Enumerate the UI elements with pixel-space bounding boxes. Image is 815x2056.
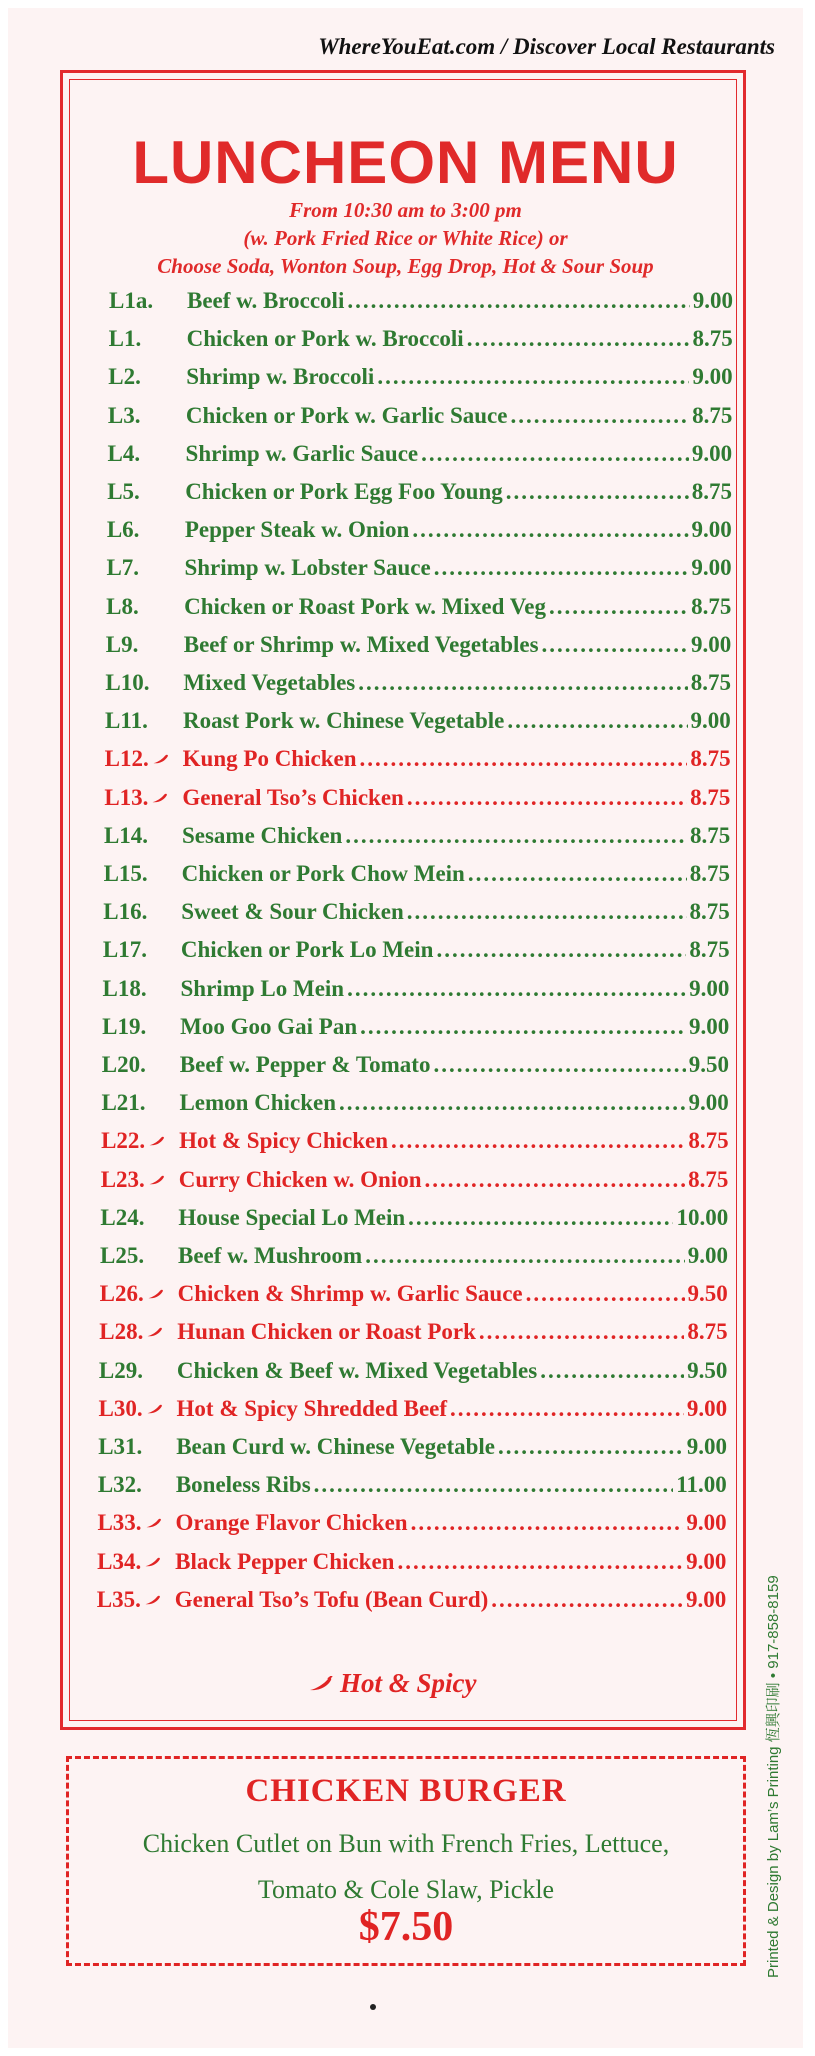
chili-pepper-icon: [147, 1289, 165, 1299]
menu-item-code: [107, 517, 185, 543]
menu-title: LUNCHEON MENU: [132, 129, 679, 196]
dot-leader: [365, 1243, 685, 1269]
menu-item-name: Black Pepper Chicken: [175, 1548, 395, 1574]
menu-item-code-text: L22.: [101, 1128, 146, 1154]
menu-item-price: 8.75: [688, 1128, 729, 1154]
menu-item: [100, 1243, 728, 1275]
chili-pepper-icon: [148, 1136, 166, 1146]
menu-item-code: [107, 479, 185, 505]
menu-item: [103, 899, 730, 931]
menu-item-code: [99, 1319, 177, 1345]
special-price: $7.50: [358, 1904, 454, 1950]
chili-pepper-icon: [145, 1518, 163, 1528]
menu-item-name: Beef w. Pepper & Tomato: [179, 1052, 431, 1077]
menu-item-price: 9.00: [690, 631, 732, 657]
dot-leader: [542, 632, 688, 658]
chili-pepper-icon: [146, 1327, 164, 1337]
menu-item-price: 8.75: [692, 402, 733, 428]
spicy-legend: [308, 1668, 477, 1699]
menu-page: [8, 8, 803, 2048]
menu-item-code-text: L28.: [99, 1319, 144, 1345]
dot-leader: [407, 899, 687, 925]
dot-leader: [450, 1396, 684, 1422]
dot-leader: [391, 1128, 685, 1154]
dot-leader: [425, 1167, 686, 1193]
menu-item-code-text: L18.: [102, 975, 147, 1001]
menu-item-name: Kung Po Chicken: [182, 746, 357, 772]
menu-item-code-text: L31.: [98, 1434, 143, 1459]
dot-leader: [345, 823, 687, 849]
menu-item-name: General Tso’s Chicken: [182, 784, 404, 810]
menu-item-name: Beef or Shrimp w. Mixed Vegetables: [183, 631, 539, 657]
menu-item-code: [102, 1014, 180, 1040]
menu-item-name: Chicken or Pork Egg Foo Young: [185, 479, 503, 504]
menu-item-name: Hot & Spicy Chicken: [179, 1128, 389, 1154]
menu-item-code-text: L2.: [108, 364, 141, 390]
menu-item-name: Lemon Chicken: [179, 1090, 336, 1116]
menu-item-code: [109, 288, 187, 314]
menu-item-code: [100, 1243, 178, 1269]
menu-item-price: 9.00: [690, 708, 731, 734]
chili-pepper-icon: [308, 1676, 334, 1692]
menu-item: [100, 1281, 728, 1313]
menu-item-price: 9.00: [686, 1548, 727, 1574]
menu-item: [102, 1052, 729, 1084]
menu-hours: From 10:30 am to 3:00 pm: [289, 198, 522, 222]
menu-item-name: Orange Flavor Chicken: [175, 1510, 408, 1536]
menu-item-code-text: L29.: [98, 1357, 143, 1383]
menu-item-code: [104, 823, 182, 849]
menu-item: [101, 1090, 728, 1122]
menu-rice-note: (w. Pork Fried Rice or White Rice) or: [243, 226, 568, 250]
menu-item: [108, 441, 733, 473]
menu-item: [104, 861, 730, 893]
staple-hole: [370, 2004, 376, 2010]
menu-item-code: [97, 1549, 175, 1575]
menu-item-code: [99, 1358, 177, 1384]
menu-item: [97, 1549, 726, 1581]
menu-item-name: Shrimp w. Garlic Sauce: [185, 440, 419, 466]
menu-item-code-text: L26.: [99, 1281, 144, 1307]
menu-item-code: [104, 785, 182, 811]
menu-item-code: [103, 937, 181, 963]
menu-item-price: 9.00: [692, 364, 733, 390]
menu-item-price: 9.00: [687, 1243, 728, 1268]
menu-item-price: 8.75: [689, 861, 730, 886]
menu-item-code: [108, 403, 186, 429]
menu-item-price: 8.75: [690, 784, 731, 810]
menu-item: [97, 1510, 726, 1542]
menu-item-price: 9.00: [692, 288, 733, 313]
menu-item: [99, 1358, 727, 1390]
menu-item: [102, 1014, 729, 1046]
menu-item-code-text: L11.: [105, 708, 148, 734]
menu-item-code: [99, 1396, 177, 1422]
menu-item-code-text: L3.: [107, 402, 141, 428]
menu-item-code: [105, 746, 183, 772]
menu-item-code-text: L16.: [103, 899, 148, 925]
special-title: CHICKEN BURGER: [245, 1773, 567, 1809]
menu-soup-note: Choose Soda, Wonton Soup, Egg Drop, Hot & Sour Soup: [157, 254, 654, 278]
dot-leader: [377, 364, 689, 390]
dot-leader: [339, 1090, 686, 1116]
menu-item-code-text: L24.: [100, 1204, 145, 1230]
menu-item-name: Roast Pork w. Chinese Vegetable: [183, 708, 505, 734]
menu-item: [104, 823, 730, 855]
dot-leader: [314, 1472, 674, 1498]
menu-item-code-text: L23.: [100, 1166, 145, 1192]
dot-leader: [549, 594, 688, 620]
printer-credit: Printed & Design by Lam’s Printing 恆興印刷 • 917-858-8159: [765, 1575, 782, 1978]
menu-item-name: Hot & Spicy Shredded Beef: [176, 1395, 448, 1421]
dot-leader: [498, 1434, 684, 1460]
menu-item-code: [106, 555, 184, 581]
menu-item-code: [109, 326, 187, 352]
menu-item: [108, 403, 732, 435]
dot-leader: [411, 1510, 684, 1536]
dot-leader: [510, 403, 689, 429]
menu-item-code: [102, 1052, 180, 1078]
menu-item: [109, 288, 733, 320]
menu-item-name: Mixed Vegetables: [183, 670, 356, 695]
menu-item-code: [104, 861, 182, 887]
menu-item-price: 8.75: [691, 593, 732, 619]
menu-item-price: 8.75: [689, 822, 731, 848]
menu-item-name: Moo Goo Gai Pan: [180, 1013, 358, 1039]
menu-item-price: 8.75: [689, 899, 730, 925]
menu-item-price: 9.00: [686, 1510, 727, 1536]
menu-item: [101, 1128, 729, 1160]
menu-item: [109, 326, 733, 358]
menu-item-code-text: L25.: [100, 1243, 145, 1268]
dot-leader: [434, 555, 689, 581]
menu-item: [101, 1167, 729, 1199]
menu-item-name: Bean Curd w. Chinese Vegetable: [176, 1434, 496, 1459]
menu-item-name: Chicken or Pork w. Garlic Sauce: [185, 402, 508, 428]
menu-item-code-text: L4.: [107, 440, 141, 466]
dot-leader: [397, 1549, 683, 1575]
menu-item-code-text: L6.: [106, 517, 140, 543]
menu-item-code-text: L35.: [96, 1586, 141, 1612]
menu-item: [105, 708, 731, 740]
menu-item-code-text: L8.: [106, 593, 139, 619]
menu-item-code-text: L30.: [98, 1395, 143, 1421]
menu-item-price: 9.50: [688, 1052, 729, 1077]
menu-item-price: 9.00: [689, 975, 730, 1001]
menu-item-code: [106, 594, 184, 620]
menu-item: [105, 746, 731, 778]
menu-item-name: Sweet & Sour Chicken: [181, 899, 404, 925]
dot-leader: [526, 1281, 685, 1307]
menu-item: [97, 1587, 726, 1619]
menu-item-price: 9.00: [686, 1395, 728, 1421]
menu-item-code: [108, 441, 186, 467]
menu-item-code: [101, 1090, 179, 1116]
chili-pepper-icon: [148, 1175, 166, 1185]
menu-item-name: Curry Chicken w. Onion: [178, 1166, 422, 1192]
menu-item: [108, 364, 732, 396]
menu-item: [98, 1472, 727, 1504]
menu-item-price: 9.00: [688, 1013, 730, 1039]
dot-leader: [407, 785, 687, 811]
menu-item-code: [97, 1510, 175, 1536]
menu-item-name: Shrimp w. Broccoli: [186, 364, 375, 390]
menu-item-code-text: L7.: [106, 555, 140, 581]
menu-item: [103, 976, 730, 1008]
chili-pepper-icon: [144, 1595, 162, 1605]
menu-item-name: Shrimp Lo Mein: [180, 975, 345, 1001]
menu-item-code-text: L21.: [101, 1090, 146, 1116]
menu-item-code: [100, 1205, 178, 1231]
menu-item-price: 9.50: [687, 1357, 728, 1383]
menu-item-code-text: L1a.: [109, 288, 154, 313]
dot-leader: [467, 326, 690, 352]
menu-item-price: 9.00: [685, 1586, 727, 1612]
menu-item-price: 9.50: [687, 1281, 728, 1307]
chili-pepper-icon: [146, 1404, 164, 1414]
legend-label: Hot & Spicy: [340, 1668, 477, 1698]
menu-item-code-text: L33.: [97, 1510, 142, 1536]
menu-item-code: [103, 976, 181, 1002]
menu-item-name: General Tso’s Tofu (Bean Curd): [174, 1586, 489, 1612]
menu-item-code: [108, 364, 186, 390]
menu-item-name: Beef w. Mushroom: [178, 1243, 363, 1268]
menu-item-price: 11.00: [676, 1472, 727, 1498]
menu-item-price: 9.00: [691, 555, 732, 581]
menu-item-code: [98, 1434, 176, 1460]
dot-leader: [507, 708, 687, 734]
menu-item: [106, 555, 731, 587]
menu-item-code-text: L15.: [103, 861, 148, 886]
menu-item: [106, 632, 731, 664]
menu-item-code: [98, 1472, 176, 1498]
dot-leader: [412, 517, 688, 543]
menu-item-price: 8.75: [687, 1319, 728, 1345]
menu-item-price: 8.75: [690, 746, 731, 772]
menu-item: [104, 785, 730, 817]
menu-item: [100, 1205, 728, 1237]
menu-item-price: 9.00: [691, 440, 733, 466]
chili-pepper-icon: [144, 1557, 162, 1567]
menu-item-code-text: L13.: [104, 784, 149, 810]
menu-item-code: [101, 1128, 179, 1154]
menu-item: [107, 479, 732, 511]
menu-item-price: 8.75: [690, 670, 731, 695]
menu-item-code: [105, 708, 183, 734]
dot-leader: [347, 288, 689, 314]
dot-leader: [506, 479, 689, 505]
dot-leader: [436, 937, 686, 963]
dot-leader: [540, 1358, 684, 1384]
menu-item: [105, 670, 731, 702]
menu-item-name: Chicken or Roast Pork w. Mixed Veg: [184, 593, 546, 619]
menu-item: [99, 1319, 727, 1351]
chili-pepper-icon: [151, 793, 169, 803]
menu-item-code-text: L34.: [97, 1548, 142, 1574]
menu-item-code: [100, 1281, 178, 1307]
menu-item-name: Chicken or Pork Chow Mein: [181, 861, 465, 886]
menu-item-code-text: L10.: [105, 670, 150, 695]
menu-item-name: Chicken & Shrimp w. Garlic Sauce: [177, 1281, 523, 1307]
special-description-line: Chicken Cutlet on Bun with French Fries, Lettuce,: [142, 1829, 670, 1858]
menu-item: [106, 594, 731, 626]
menu-item-price: 8.75: [688, 1166, 729, 1192]
dot-leader: [433, 1052, 685, 1078]
chili-pepper-icon: [152, 754, 170, 764]
menu-item-code: [97, 1587, 175, 1613]
menu-item-name: Chicken & Beef w. Mixed Vegetables: [176, 1357, 538, 1383]
menu-item-code: [106, 632, 184, 658]
menu-item: [99, 1396, 728, 1428]
menu-item-code-text: L14.: [103, 822, 149, 848]
dot-leader: [408, 1205, 673, 1231]
menu-item-price: 8.75: [692, 326, 733, 352]
dot-leader: [421, 441, 689, 467]
dot-leader: [360, 746, 688, 772]
menu-item-name: Chicken or Pork w. Broccoli: [186, 326, 464, 352]
menu-item: [98, 1434, 727, 1466]
dot-leader: [347, 976, 686, 1002]
menu-item-code-text: L19.: [102, 1013, 147, 1039]
menu-item-price: 8.75: [691, 479, 732, 504]
menu-item-name: Hunan Chicken or Roast Pork: [177, 1319, 476, 1345]
chicken-burger-special: [66, 1756, 746, 1966]
dot-leader: [479, 1319, 684, 1345]
menu-item-name: Sesame Chicken: [181, 822, 343, 848]
menu-item: [103, 937, 730, 969]
menu-item-code-text: L32.: [97, 1472, 142, 1498]
menu-item-code: [101, 1167, 179, 1193]
dot-leader: [358, 670, 687, 696]
dot-leader: [491, 1587, 683, 1613]
menu-item-code: [103, 899, 181, 925]
menu-item-price: 9.00: [688, 1090, 729, 1116]
menu-item-code-text: L9.: [105, 631, 139, 657]
dot-leader: [468, 861, 687, 887]
site-header: WhereYouEat.com / Discover Local Restaurants: [318, 34, 775, 59]
menu-item-name: Chicken or Pork Lo Mein: [180, 937, 434, 963]
menu-item-name: House Special Lo Mein: [178, 1204, 406, 1230]
menu-item-code-text: L17.: [102, 937, 147, 963]
menu-item-price: 9.00: [686, 1434, 727, 1459]
menu-item-name: Beef w. Broccoli: [187, 288, 345, 313]
menu-item-price: 8.75: [689, 937, 730, 963]
menu-item-code-text: L12.: [104, 746, 149, 772]
special-description-line: Tomato & Cole Slaw, Pickle: [257, 1875, 555, 1904]
menu-item-price: 9.00: [691, 517, 732, 543]
menu-item-code: [105, 670, 183, 696]
menu-item-code-text: L20.: [101, 1052, 146, 1077]
menu-item-name: Shrimp w. Lobster Sauce: [184, 555, 431, 581]
menu-item: [107, 517, 732, 549]
menu-item-code-text: L1.: [108, 326, 142, 352]
menu-item-name: Boneless Ribs: [175, 1472, 311, 1498]
dot-leader: [360, 1014, 686, 1040]
menu-item-code-text: L5.: [107, 479, 140, 504]
menu-item-price: 10.00: [676, 1204, 729, 1230]
menu-item-name: Pepper Steak w. Onion: [184, 517, 410, 543]
